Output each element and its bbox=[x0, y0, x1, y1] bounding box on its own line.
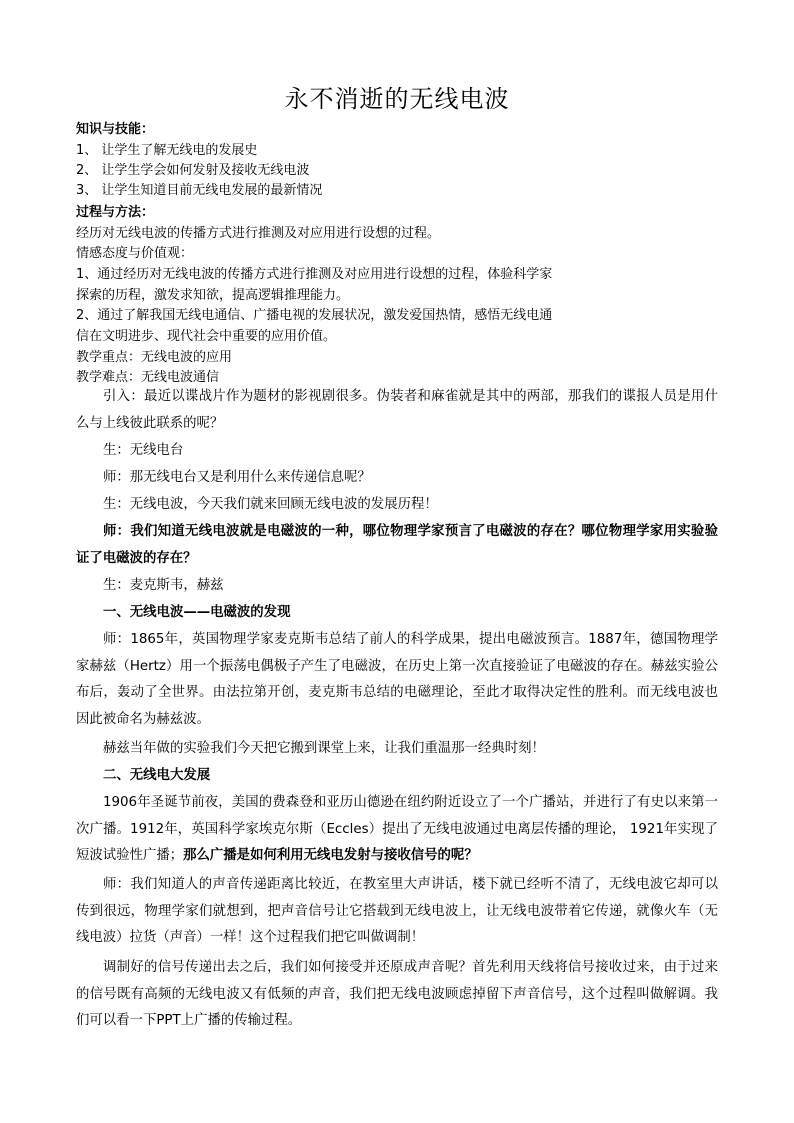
process-text: 经历对无线电波的传播方式进行推测及对应用进行设想的过程。 bbox=[76, 226, 441, 241]
emotion-line-1: 1、通过经历对无线电波的传播方式进行推测及对应用进行设想的过程，体验科学家 bbox=[76, 267, 553, 282]
teacher-question-1: 师：那无线电台又是利用什么来传递信息呢？ bbox=[103, 470, 371, 485]
student-reply-3: 生：麦克斯韦，赫兹 bbox=[103, 578, 224, 593]
broadcast-question: 那么广播是如何利用无线电发射与接收信号的呢？ bbox=[183, 848, 478, 863]
demodulation-paragraph: 调制好的信号传递出去之后，我们如何接受并还原成声音呢？首先利用天线将信号接收过来，由于过来的信号既有高频的无线电波又有低频的声音，我们把无线电波顾虑掉留下声音信号，这个过程叫做解调。我们可以看一下PPT上广播的传输过程。 bbox=[76, 960, 718, 1028]
broadcast-history-paragraph bbox=[76, 790, 718, 870]
teacher-question-2: 师：我们知道无线电波就是电磁波的一种，哪位物理学家预言了电磁波的存在？哪位物理学家用实验验证了电磁波的存在？ bbox=[76, 524, 718, 566]
document-title: 永不消逝的无线电波 bbox=[284, 85, 510, 113]
section-heading-2: 二、无线电大发展 bbox=[103, 768, 211, 783]
key-point: 教学重点：无线电波的应用 bbox=[76, 350, 233, 365]
experiment-paragraph: 赫兹当年做的实验我们今天把它搬到课堂上来，让我们重温那一经典时刻！ bbox=[103, 741, 545, 756]
difficult-point: 教学难点：无线电波通信 bbox=[76, 370, 220, 385]
student-reply-1: 生：无线电台 bbox=[103, 443, 184, 458]
section-heading-1: 一、无线电波——电磁波的发现 bbox=[103, 605, 291, 620]
emotion-line-2: 探索的历程，激发求知欲，提高逻辑推理能力。 bbox=[76, 288, 350, 303]
knowledge-item-1: 1、 让学生了解无线电的发展史 bbox=[76, 143, 258, 158]
knowledge-item-3: 3、 让学生知道目前无线电发展的最新情况 bbox=[76, 183, 323, 198]
emotion-line-4: 信在文明进步、现代社会中重要的应用价值。 bbox=[76, 329, 337, 344]
intro-paragraph: 引入：最近以谍战片作为题材的影视剧很多。伪装者和麻雀就是其中的两部，那我们的谍报人员是用什么与上线彼此联系的呢？ bbox=[76, 389, 718, 431]
knowledge-heading: 知识与技能： bbox=[76, 122, 155, 137]
modulation-paragraph: 师：我们知道人的声音传递距离比较近，在教室里大声讲话，楼下就已经听不清了，无线电波它却可以传到很远，物理学家们就想到，把声音信号让它搭载到无线电波上，让无线电波带着它传递，就像火车（无线电波）拉货（声音）一样！这个过程我们把它叫做调制！ bbox=[76, 877, 718, 945]
emotion-line-3: 2、通过了解我国无线电通信、广播电视的发展状况，激发爱国热情，感悟无线电通 bbox=[76, 308, 553, 323]
process-heading: 过程与方法： bbox=[76, 205, 155, 220]
student-reply-2: 生：无线电波，今天我们就来回顾无线电波的发展历程！ bbox=[103, 497, 438, 512]
knowledge-item-2: 2、 让学生学会如何发射及接收无线电波 bbox=[76, 163, 310, 178]
emotion-heading: 情感态度与价值观： bbox=[76, 246, 194, 261]
broadcast-history-text: 1906年圣诞节前夜，美国的费森登和亚历山德逊在纽约附近设立了一个广播站，并进行了有史以来第一次广播。1912年，英国科学家埃克尔斯（Eccles）提出了无线电波通过电离层传播的理论， 1921年实现了短波试验性广播； bbox=[76, 795, 718, 863]
discovery-paragraph: 师：1865年，英国物理学家麦克斯韦总结了前人的科学成果，提出电磁波预言。1887年，德国物理学家赫兹（Hertz）用一个振荡电偶极子产生了电磁波，在历史上第一次直接验证了电磁波的存在。赫兹实验公布后，轰动了全世界。由法拉第开创，麦克斯韦总结的电磁理论，至此才取得决定性的胜利。而无线电波也因此被命名为赫兹波。 bbox=[76, 632, 718, 727]
